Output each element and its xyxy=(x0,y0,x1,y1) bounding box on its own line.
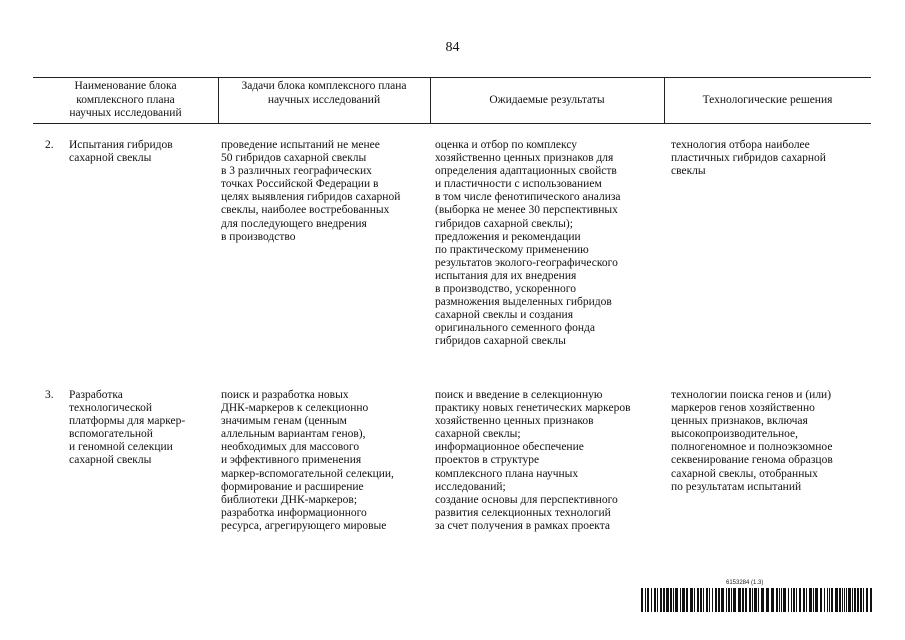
barcode-code: 6153284 (1.3) xyxy=(726,580,764,586)
cell-line: технологической xyxy=(69,402,153,415)
cell-line: технология отбора наиболее xyxy=(671,139,810,151)
barcode-bar xyxy=(857,588,859,612)
cell-line: платформы для маркер- xyxy=(69,415,186,428)
barcode-bar xyxy=(645,588,646,612)
cell-line: секвенирование генома образцов xyxy=(671,454,833,467)
cell-line: за счет получения в рамках проекта xyxy=(435,519,610,532)
barcode-bar xyxy=(854,588,856,612)
cell-tasks xyxy=(221,139,400,244)
barcode-bar xyxy=(771,588,774,612)
barcode-bar xyxy=(844,588,845,612)
barcode-bar xyxy=(657,588,658,612)
cell-line: маркер-вспомогательной селекции, xyxy=(221,467,394,480)
table-top-rule xyxy=(33,77,871,78)
barcode-bar xyxy=(842,588,843,612)
column-header xyxy=(664,94,871,108)
column-header xyxy=(430,94,664,108)
barcode-bar xyxy=(728,588,730,612)
cell-line: 50 гибридов сахарной свеклы xyxy=(221,152,367,165)
cell-line: и пластичности с использованием xyxy=(435,178,602,191)
barcode-bar xyxy=(791,588,792,612)
cell-line: информационное обеспечение xyxy=(435,441,584,454)
cell-line: проведение испытаний не менее xyxy=(221,139,380,151)
cell-line: технологии поиска генов и (или) xyxy=(671,389,832,401)
barcode-bar xyxy=(682,588,685,612)
cell-line: пластичных гибридов сахарной xyxy=(671,152,826,165)
barcode-bar xyxy=(827,588,828,612)
cell-line: исследований; xyxy=(435,480,506,493)
cell-line: создание основы для перспективного xyxy=(435,493,618,506)
barcode-bar xyxy=(660,588,662,612)
barcode-bar xyxy=(776,588,778,612)
row-number: 3. xyxy=(45,389,54,401)
barcode-bar xyxy=(647,588,649,612)
cell-line: определения адаптационных свойств xyxy=(435,165,617,178)
cell-name xyxy=(69,139,173,165)
cell-line: свеклы, наиболее востребованных xyxy=(221,204,390,217)
cell-line: целях выявления гибридов сахарной xyxy=(221,191,401,204)
barcode-bar xyxy=(766,588,769,612)
cell-line: необходимых для массового xyxy=(221,441,360,454)
barcode-bar xyxy=(731,588,732,612)
cell-line: хозяйственно ценных признаков xyxy=(435,415,594,428)
cell-line: испытания для их внедрения xyxy=(435,269,577,282)
cell-line: развития селекционных технологий xyxy=(435,506,611,519)
barcode-bar xyxy=(835,588,838,612)
cell-line: в 3 различных географических xyxy=(221,165,372,178)
cell-line: по практическому применению xyxy=(435,243,589,256)
cell-tech xyxy=(671,389,833,494)
cell-line: проектов в структуре xyxy=(435,454,540,467)
barcode-bar xyxy=(796,588,797,612)
barcode-bar xyxy=(758,588,759,612)
cell-line: по результатам испытаний xyxy=(671,480,802,493)
cell-line: точках Российской Федерации в xyxy=(221,178,379,191)
cell-results xyxy=(435,139,621,349)
cell-tech xyxy=(671,139,826,178)
barcode-bar xyxy=(870,588,872,612)
barcode-bar xyxy=(670,588,672,612)
cell-line: гибридов сахарной свеклы); xyxy=(435,217,573,230)
cell-line: поиск и разработка новых xyxy=(221,389,349,401)
cell-line: сахарной свеклы и создания xyxy=(435,309,574,322)
barcode-bar xyxy=(754,588,757,612)
column-header xyxy=(33,80,218,121)
barcode-bar xyxy=(799,588,801,612)
barcode-bar xyxy=(779,588,780,612)
cell-line: оригинального семенного фонда xyxy=(435,322,595,335)
barcode-bar xyxy=(718,588,720,612)
cell-line: и эффективного применения xyxy=(221,454,362,467)
cell-line: для последующего внедрения xyxy=(221,217,367,230)
barcode-bar xyxy=(839,588,841,612)
barcode-bar xyxy=(712,588,713,612)
header-line: Задачи блока комплексного плана xyxy=(241,80,407,92)
cell-line: сахарной свеклы xyxy=(69,454,152,467)
cell-results xyxy=(435,389,631,533)
cell-line: в производство, ускоренного xyxy=(435,283,576,296)
cell-line: размножения выделенных гибридов xyxy=(435,296,612,309)
cell-line: формирование и расширение xyxy=(221,480,364,493)
cell-line: хозяйственно ценных признаков для xyxy=(435,152,614,165)
cell-line: предложения и рекомендации xyxy=(435,230,581,243)
cell-line: сахарной свеклы, отобранных xyxy=(671,467,818,480)
barcode-bar xyxy=(654,588,656,612)
barcode-bar xyxy=(860,588,862,612)
cell-line: сахарной свеклы; xyxy=(435,428,521,441)
cell-line: маркеров генов хозяйственно xyxy=(671,402,815,415)
barcode-bar xyxy=(697,588,699,612)
cell-name xyxy=(69,389,185,468)
cell-line: поиск и введение в селекционную xyxy=(435,389,603,401)
barcode-bar xyxy=(803,588,805,612)
barcode-bar xyxy=(815,588,818,612)
barcode-bar xyxy=(749,588,751,612)
barcode-bar xyxy=(738,588,741,612)
cell-line: ДНК-маркеров к селекционно xyxy=(221,402,369,415)
barcode-bar xyxy=(733,588,736,612)
cell-line: разработка информационного xyxy=(221,506,367,519)
cell-line: практику новых генетических маркеров xyxy=(435,402,631,415)
barcode-bar xyxy=(694,588,695,612)
barcode-bar xyxy=(742,588,744,612)
barcode-bar xyxy=(666,588,669,612)
barcode-bar xyxy=(863,588,864,612)
cell-line: библиотеки ДНК-маркеров; xyxy=(221,493,358,506)
cell-line: оценка и отбор по комплексу xyxy=(435,139,578,151)
barcode-bar xyxy=(788,588,789,612)
barcode-bar xyxy=(709,588,710,612)
barcode-bar xyxy=(783,588,786,612)
cell-line: аллельным вариантам генов), xyxy=(221,428,366,441)
cell-line: Испытания гибридов xyxy=(69,139,173,151)
cell-line: Разработка xyxy=(69,389,123,401)
barcode-bar xyxy=(641,588,643,612)
page-number: 84 xyxy=(445,40,460,55)
barcode-bar xyxy=(793,588,795,612)
barcode-bar xyxy=(675,588,678,612)
barcode-bar xyxy=(866,588,868,612)
barcode-bar xyxy=(852,588,853,612)
barcode-bar xyxy=(680,588,681,612)
cell-line: ценных признаков, включая xyxy=(671,415,808,428)
cell-line: значимым генам (ценным xyxy=(221,415,347,428)
barcode-bar xyxy=(761,588,764,612)
barcode-bar xyxy=(848,588,851,612)
barcode-bar xyxy=(781,588,782,612)
cell-line: (выборка не менее 30 перспективных xyxy=(435,204,618,217)
cell-line: сахарной свеклы xyxy=(69,152,152,165)
header-line: научных исследований xyxy=(69,107,182,119)
barcode-bar xyxy=(752,588,753,612)
header-line: комплексного плана xyxy=(76,93,175,106)
header-line: Технологические решения xyxy=(702,94,833,106)
cell-line: свеклы xyxy=(671,165,706,178)
table-header-rule xyxy=(33,123,871,124)
barcode-bar xyxy=(824,588,825,612)
row-number: 2. xyxy=(45,139,54,151)
barcode-bar xyxy=(715,588,717,612)
header-line: научных исследований xyxy=(267,93,381,106)
barcode-bar xyxy=(663,588,665,612)
cell-tasks xyxy=(221,389,394,533)
barcode-bar xyxy=(651,588,652,612)
barcode-bar xyxy=(846,588,847,612)
barcode-bar xyxy=(820,588,822,612)
barcode-bar xyxy=(813,588,814,612)
barcode-bar xyxy=(726,588,727,612)
barcode-bar xyxy=(806,588,807,612)
cell-line: высокопроизводительное, xyxy=(671,428,799,441)
barcode-bar xyxy=(721,588,724,612)
cell-line: ресурса, агрегирующего мировые xyxy=(221,519,387,532)
barcode-bar xyxy=(706,588,708,612)
barcode-image xyxy=(641,588,873,612)
cell-line: в том числе фенотипического анализа xyxy=(435,191,621,204)
barcode-bar xyxy=(686,588,688,612)
header-line: Наименование блока xyxy=(74,80,177,92)
barcode-bar xyxy=(745,588,747,612)
cell-line: полногеномное и полноэкзомное xyxy=(671,441,833,454)
barcode-bar xyxy=(831,588,833,612)
barcode-bar xyxy=(673,588,674,612)
cell-line: в производство xyxy=(221,230,296,243)
barcode-bar xyxy=(703,588,704,612)
cell-line: вспомогательной xyxy=(69,428,153,441)
header-line: Ожидаемые результаты xyxy=(489,94,605,106)
cell-line: комплексного плана научных xyxy=(435,467,579,480)
cell-line: гибридов сахарной свеклы xyxy=(435,335,566,348)
barcode-bar xyxy=(829,588,830,612)
column-header xyxy=(218,80,430,107)
barcode-bar xyxy=(700,588,702,612)
cell-line: и геномной селекции xyxy=(69,441,173,454)
cell-line: результатов эколого-географического xyxy=(435,256,618,269)
barcode-bar xyxy=(809,588,812,612)
barcode-bar xyxy=(690,588,693,612)
